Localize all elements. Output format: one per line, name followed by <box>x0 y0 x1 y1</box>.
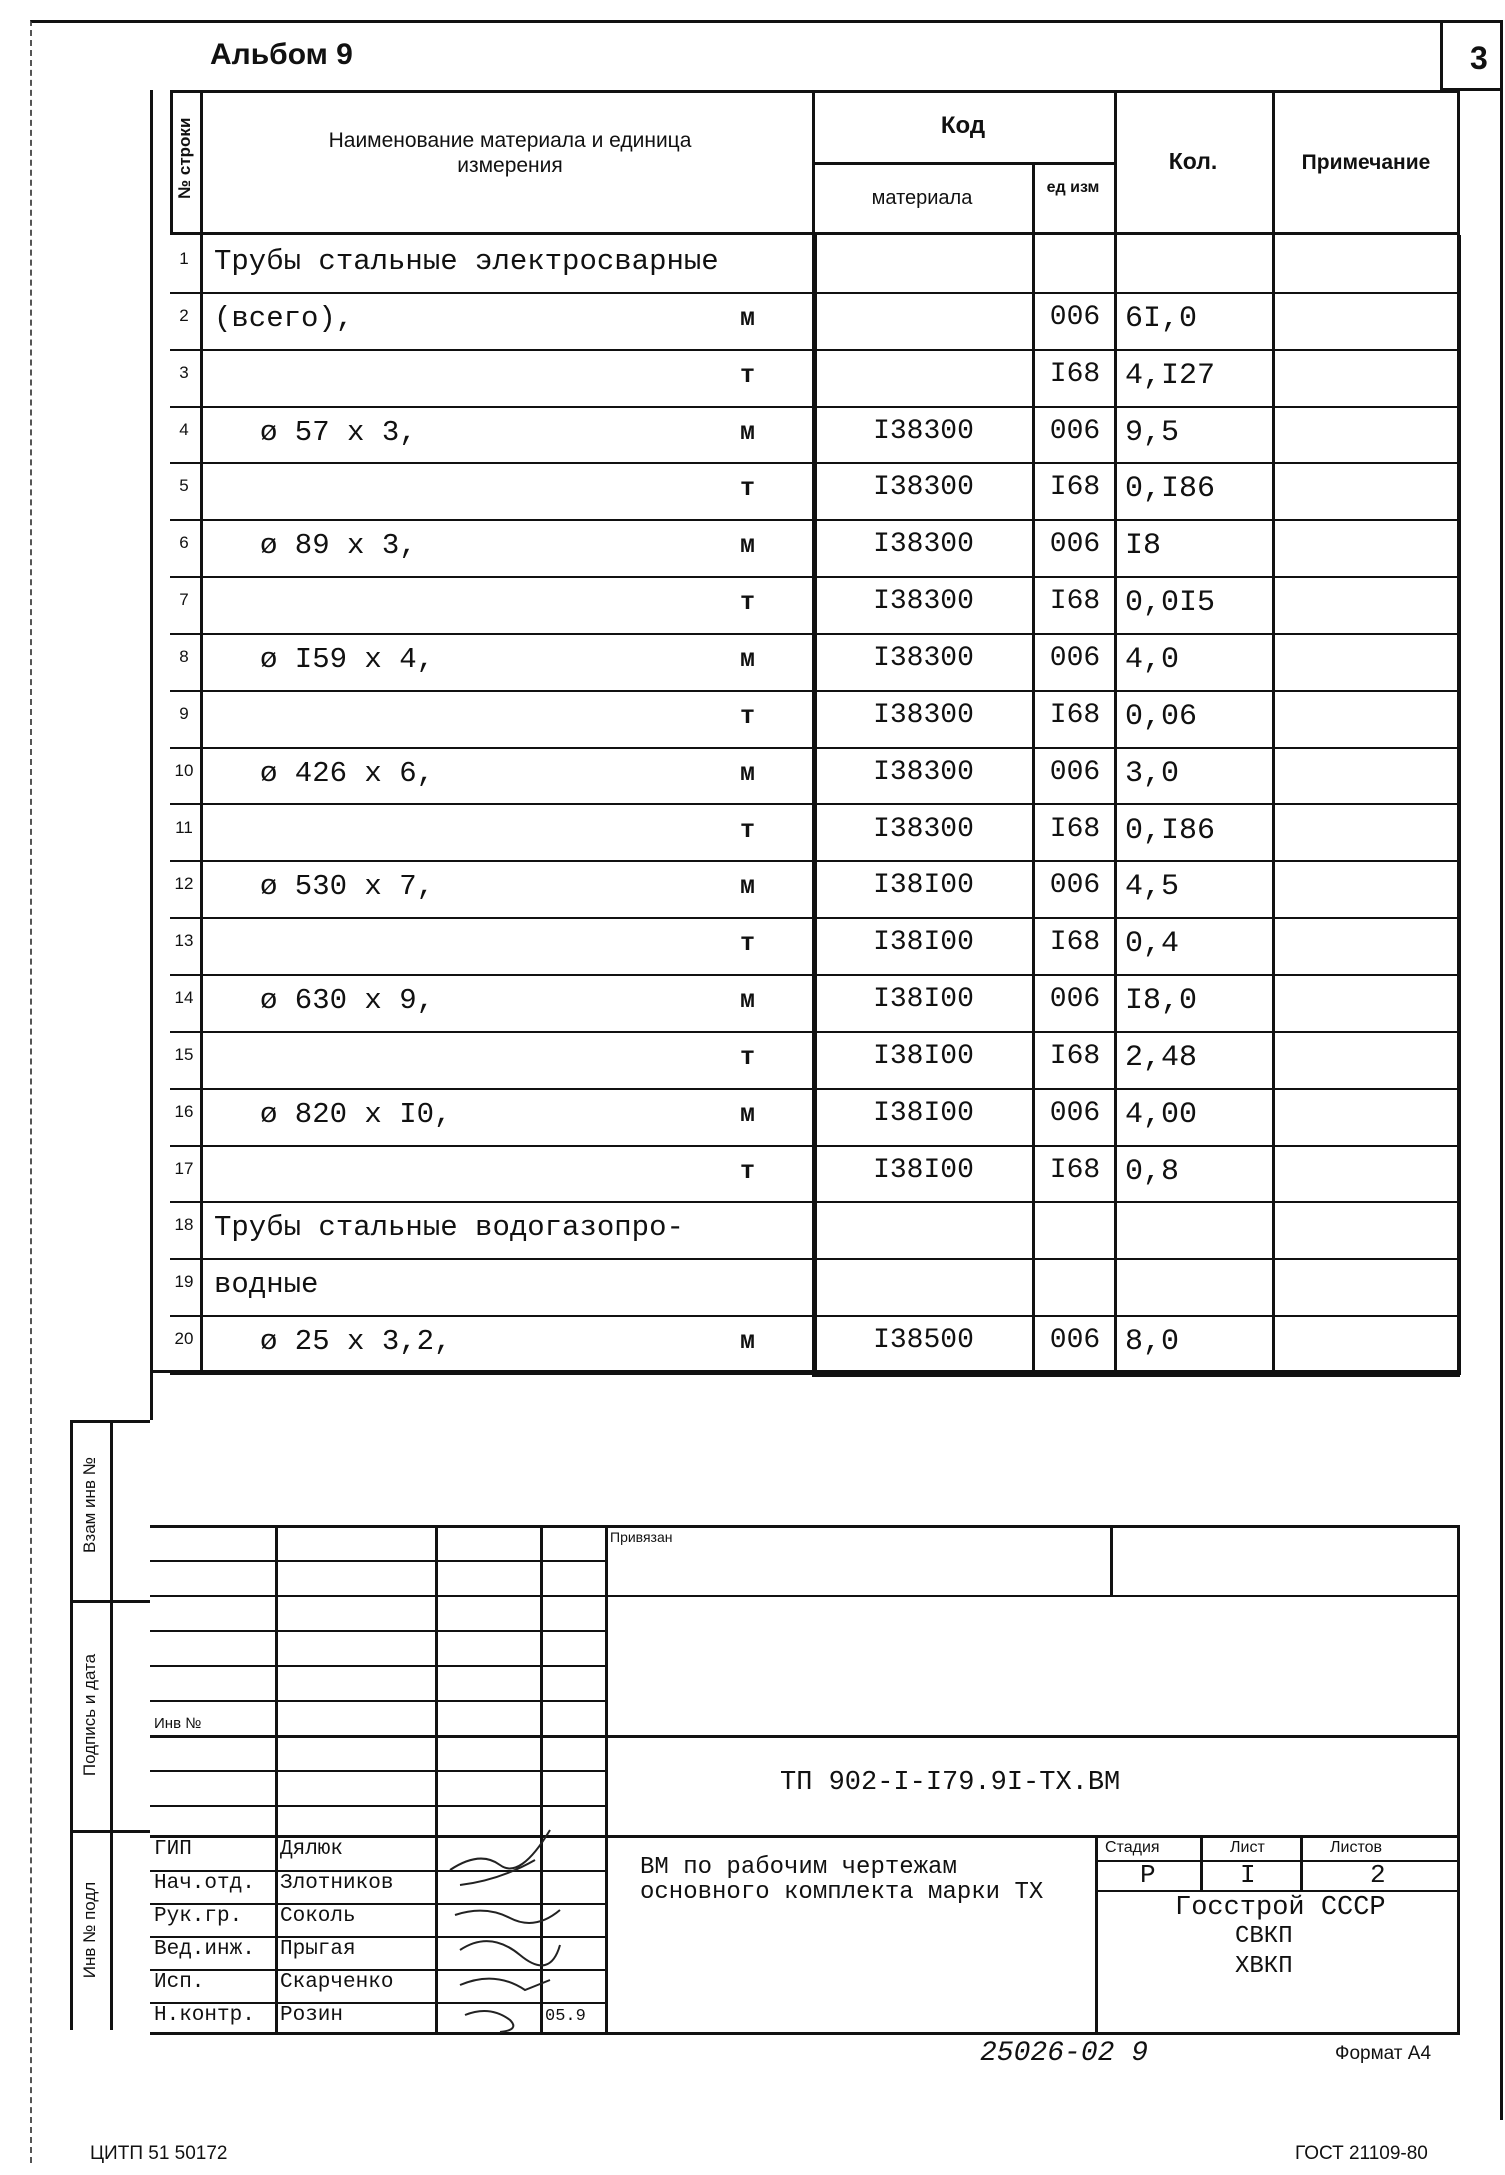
row-quantity: 0,I86 <box>1125 813 1216 848</box>
staff-role: ГИП <box>154 1838 192 1861</box>
row-quantity: I8,0 <box>1125 984 1198 1019</box>
row-unit-code: 006 <box>1049 301 1101 333</box>
sheet-value: I <box>1240 1860 1256 1890</box>
row-name: ø 89 х 3, <box>260 529 417 563</box>
row-number: 5 <box>179 476 189 496</box>
row-number: 17 <box>174 1158 194 1178</box>
row-unit-code: 006 <box>1049 1097 1101 1129</box>
row-number: 18 <box>174 1215 194 1235</box>
row-number: 7 <box>179 590 189 610</box>
side-label-inv: Инв № подл <box>80 1881 99 1979</box>
row-number: 9 <box>179 703 189 723</box>
org-line-2: СВКП <box>1235 1923 1293 1950</box>
table-row <box>170 292 1460 349</box>
row-quantity: 8,0 <box>1125 1325 1180 1360</box>
row-unit-code: I68 <box>1049 1154 1101 1186</box>
row-number: 12 <box>174 874 194 894</box>
row-quantity: I8 <box>1125 529 1162 564</box>
staff-role: Н.контр. <box>154 2004 255 2027</box>
row-unit: т <box>740 815 756 845</box>
row-material-code: I38I00 <box>873 927 974 959</box>
row-number: 8 <box>179 646 189 666</box>
row-quantity: 0,I86 <box>1125 472 1216 507</box>
row-name: ø 530 х 7, <box>260 870 435 904</box>
row-material-code: I38300 <box>873 756 974 788</box>
table-row <box>170 235 1460 292</box>
row-quantity: 4,5 <box>1125 870 1180 905</box>
staff-name: Дялюк <box>280 1838 344 1861</box>
stage-label: Стадия <box>1105 1839 1160 1856</box>
title-block <box>150 1525 1460 2035</box>
table-row <box>170 747 1460 804</box>
staff-role: Исп. <box>154 1971 205 1994</box>
row-unit-code: 006 <box>1049 529 1101 561</box>
row-unit-code: I68 <box>1049 358 1101 390</box>
staff-name: Прыгая <box>280 1938 356 1961</box>
table-row <box>170 1201 1460 1258</box>
row-name: ø 57 х 3, <box>260 415 417 449</box>
staff-role: Рук.гр. <box>154 1905 243 1928</box>
row-unit-code: I68 <box>1049 813 1101 845</box>
header-rownum: № строки <box>174 117 194 199</box>
row-number: 10 <box>174 760 194 780</box>
row-number: 20 <box>174 1329 194 1349</box>
row-unit-code: I68 <box>1049 927 1101 959</box>
row-number: 3 <box>179 362 189 382</box>
table-row <box>170 576 1460 633</box>
row-material-code: I38300 <box>873 415 974 447</box>
sheet-label: Лист <box>1230 1839 1265 1856</box>
row-quantity: 0,8 <box>1125 1154 1180 1189</box>
row-unit: м <box>740 872 756 902</box>
row-name: ø 426 х 6, <box>260 756 435 790</box>
table-row <box>170 974 1460 1031</box>
table-row <box>170 1258 1460 1315</box>
row-unit: м <box>740 758 756 788</box>
privyazan-label: Привязан <box>610 1529 673 1545</box>
side-strip <box>70 1420 150 2030</box>
row-material-code: I38300 <box>873 642 974 674</box>
row-quantity: 0,06 <box>1125 699 1198 734</box>
row-quantity: 2,48 <box>1125 1040 1198 1075</box>
row-number: 2 <box>179 305 189 325</box>
row-material-code: I38I00 <box>873 984 974 1016</box>
side-label-vzam: Взам инв № <box>80 1457 99 1553</box>
row-material-code: I38I00 <box>873 870 974 902</box>
row-quantity: 4,00 <box>1125 1097 1198 1132</box>
row-material-code: I38500 <box>873 1325 974 1357</box>
table-row <box>170 633 1460 690</box>
row-material-code: I38300 <box>873 472 974 504</box>
inv-no-label: Инв № <box>154 1715 202 1732</box>
row-unit-code: 006 <box>1049 642 1101 674</box>
row-name: ø I59 х 4, <box>260 642 435 676</box>
row-number: 6 <box>179 533 189 553</box>
row-quantity: 6I,0 <box>1125 301 1198 336</box>
row-unit: т <box>740 929 756 959</box>
materials-table <box>170 90 1460 1375</box>
table-row <box>170 462 1460 519</box>
row-unit-code: 006 <box>1049 870 1101 902</box>
header-qty: Кол. <box>1168 148 1218 174</box>
row-unit: т <box>740 1042 756 1072</box>
row-number: 4 <box>179 419 189 439</box>
row-number: 15 <box>174 1044 194 1064</box>
row-number: 1 <box>179 249 189 268</box>
row-unit-code: I68 <box>1049 472 1101 504</box>
album-title: Альбом 9 <box>210 38 353 71</box>
row-unit-code: I68 <box>1049 699 1101 731</box>
row-number: 19 <box>174 1272 194 1292</box>
table-row <box>170 519 1460 576</box>
table-row <box>170 860 1460 917</box>
row-unit: т <box>740 474 756 504</box>
row-number: 11 <box>175 817 193 837</box>
sheets-label: Листов <box>1330 1839 1382 1856</box>
header-code-material: материала <box>871 187 973 209</box>
row-name: ø 630 х 9, <box>260 984 435 1018</box>
row-material-code: I38300 <box>873 586 974 618</box>
sign-date: 05.9 <box>545 2007 586 2026</box>
page-number: 3 <box>1470 40 1488 76</box>
row-name: водные <box>214 1268 319 1302</box>
row-quantity: 0,0I5 <box>1125 586 1216 621</box>
stage-value: Р <box>1140 1860 1156 1890</box>
row-name: ø 25 х 3,2, <box>260 1325 452 1359</box>
bottom-left-print: ЦИТП 51 50172 <box>90 2143 228 2164</box>
row-material-code: I38300 <box>873 699 974 731</box>
side-label-podpis: Подпись и дата <box>80 1653 99 1777</box>
document-code: ТП 902-I-I79.9I-ТХ.ВМ <box>780 1768 1121 1798</box>
row-unit: т <box>740 701 756 731</box>
org-line-3: ХВКП <box>1235 1953 1293 1980</box>
row-unit: м <box>740 1327 756 1357</box>
table-row <box>170 804 1460 861</box>
row-unit-code: 006 <box>1049 415 1101 447</box>
row-material-code: I38I00 <box>873 1097 974 1129</box>
row-unit-code: I68 <box>1049 586 1101 618</box>
table-row <box>170 917 1460 974</box>
row-name: ø 820 х I0, <box>260 1097 452 1131</box>
row-name: (всего), <box>214 301 354 335</box>
table-row <box>170 1315 1460 1372</box>
bottom-right-print: ГОСТ 21109-80 <box>1295 2143 1428 2164</box>
row-number: 13 <box>174 931 194 951</box>
row-number: 14 <box>174 988 194 1008</box>
table-row <box>170 690 1460 747</box>
table-row <box>170 406 1460 463</box>
row-unit: т <box>740 1156 756 1186</box>
staff-role: Нач.отд. <box>154 1872 255 1895</box>
staff-name: Скарченко <box>280 1971 394 1994</box>
table-row <box>170 349 1460 406</box>
row-unit: м <box>740 417 756 447</box>
staff-name: Розин <box>280 2004 344 2027</box>
row-unit: м <box>740 1099 756 1129</box>
row-unit: м <box>740 531 756 561</box>
row-number: 16 <box>174 1101 194 1121</box>
table-row <box>170 1145 1460 1202</box>
header-name: Наименование материала и единица измерения <box>328 129 692 178</box>
row-material-code: I38I00 <box>873 1154 974 1186</box>
header-code-unit: ед изм <box>1046 179 1100 196</box>
row-unit: т <box>740 588 756 618</box>
row-quantity: 4,I27 <box>1125 358 1216 393</box>
row-quantity: 4,0 <box>1125 642 1180 677</box>
row-unit-code: 006 <box>1049 756 1101 788</box>
table-row <box>170 1088 1460 1145</box>
row-unit: т <box>740 360 756 390</box>
row-name: Трубы стальные электросварные <box>214 245 719 278</box>
row-quantity: 0,4 <box>1125 927 1180 962</box>
row-quantity: 3,0 <box>1125 756 1180 791</box>
row-unit: м <box>740 303 756 333</box>
row-name: Трубы стальные водогазопро- <box>214 1211 684 1245</box>
staff-name: Злотников <box>280 1872 394 1895</box>
row-unit-code: I68 <box>1049 1040 1101 1072</box>
sheets-value: 2 <box>1370 1860 1386 1890</box>
row-unit: м <box>740 644 756 674</box>
signature-marks <box>440 1810 580 2035</box>
format-label: Формат А4 <box>1335 2043 1432 2064</box>
document-description: ВМ по рабочим чертежам основного комплекта марки ТХ <box>640 1854 1044 1907</box>
row-material-code: I38I00 <box>873 1040 974 1072</box>
org-line-1: Госстрой СССР <box>1175 1893 1386 1923</box>
staff-role: Вед.инж. <box>154 1938 255 1961</box>
row-unit: м <box>740 986 756 1016</box>
header-code: Код <box>940 112 986 139</box>
staff-name: Соколь <box>280 1905 356 1928</box>
row-unit-code: 006 <box>1049 984 1101 1016</box>
row-material-code: I38300 <box>873 529 974 561</box>
row-quantity: 9,5 <box>1125 415 1180 450</box>
order-number: 25026-02 9 <box>980 2038 1149 2069</box>
table-row <box>170 1031 1460 1088</box>
row-material-code: I38300 <box>873 813 974 845</box>
row-unit-code: 006 <box>1049 1325 1101 1357</box>
header-note: Примечание <box>1301 151 1431 174</box>
